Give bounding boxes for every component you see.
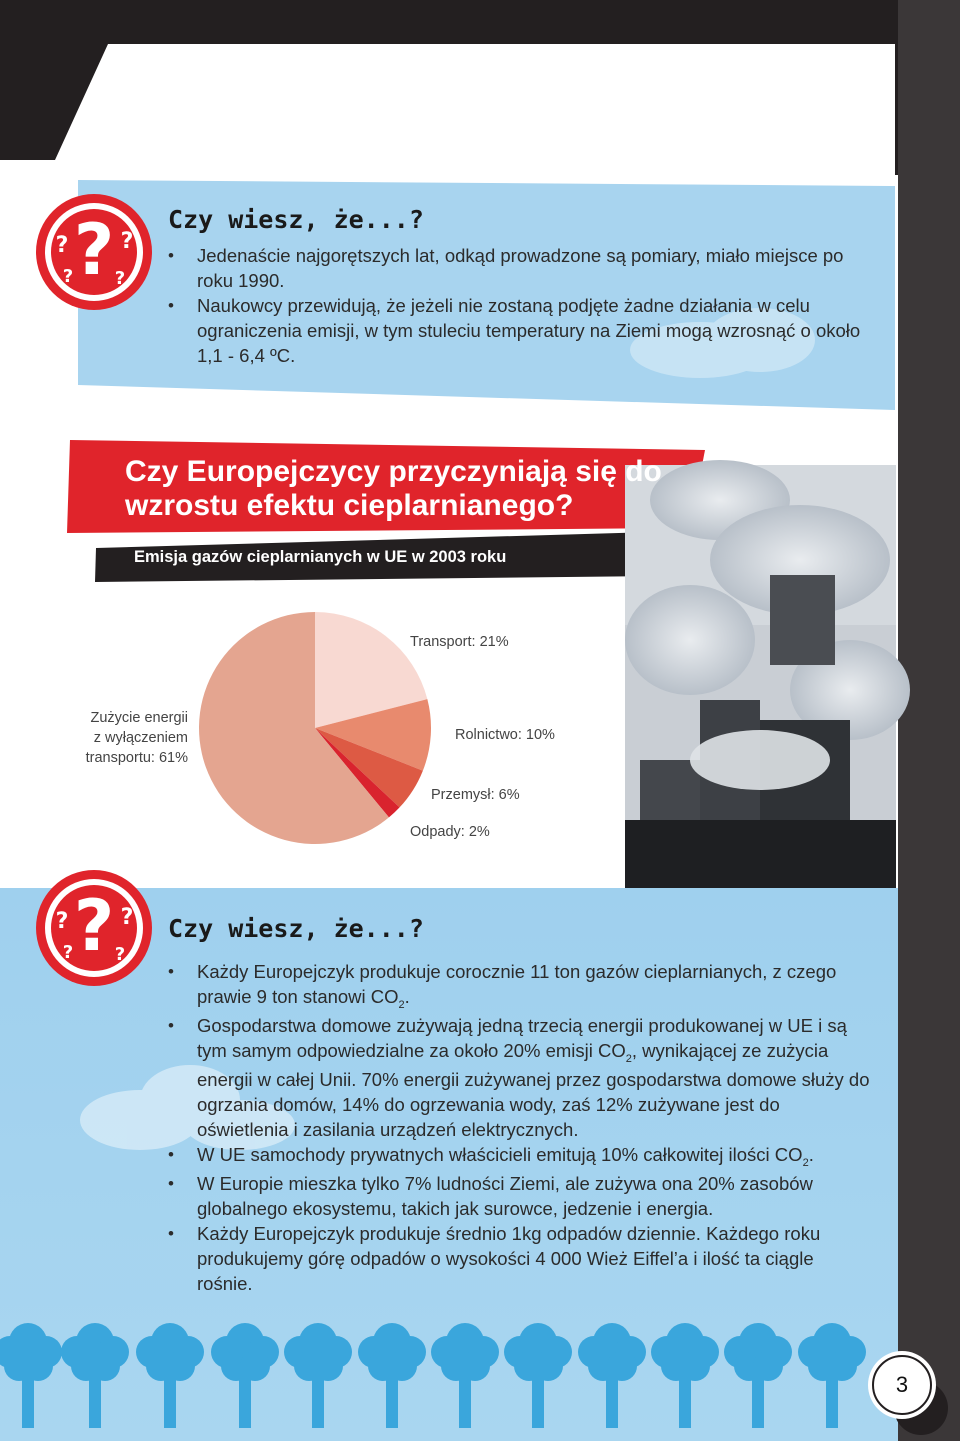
pie-label-energia-line: Zużycie energii (90, 710, 188, 726)
svg-text:?: ? (73, 885, 115, 967)
pie-label-energia (60, 708, 188, 768)
list-item (168, 1142, 873, 1171)
page-number: 3 (895, 1372, 909, 1397)
list-item (168, 959, 873, 1013)
list-item: • Naukowcy przewidują, że jeżeli nie zostaną podjęte żadne działania w celu ograniczenia emisji, w tym stuleciu temperatury na Ziemi mogą wzrosnąć o około 1,1 - 6,4 ºC. (168, 293, 883, 368)
list-item (168, 1013, 873, 1142)
list-item: • Jedenaście najgorętszych lat, odkąd prowadzone są pomiary, miało miejsce po roku 1990. (168, 243, 883, 293)
list-item-text: Każdy Europejczyk produkuje corocznie 11 ton gazów cieplarnianych, z czego prawie 9 ton stanowi CO (197, 961, 837, 1007)
pie-label-przemysl: Przemysł: 6% (431, 787, 520, 803)
section1-list (168, 243, 883, 368)
question-mark-badge-icon (36, 194, 152, 310)
svg-text:?: ? (114, 268, 126, 289)
subscript: 2 (802, 1157, 809, 1169)
subscript: 2 (625, 1053, 632, 1065)
section2-heading: Czy wiesz, że...? (168, 914, 424, 943)
svg-text:?: ? (62, 266, 74, 287)
list-item-text: W Europie mieszka tylko 7% ludności Ziemi, ale zużywa ona 20% zasobów globalnego ekosystemu, takich jak surowce, jedzenie i energia. (197, 1173, 813, 1219)
svg-text:?: ? (62, 942, 74, 963)
list-item-text: . (404, 986, 410, 1007)
svg-text:?: ? (120, 229, 134, 254)
list-item (168, 1221, 873, 1296)
list-item-text: , wynikającej ze zużycia energii w całej Unii. 70% energii zużywanej przez gospodarstwa domowe służy do ogrzania domów, 14% do ogrzewania wody, zaś 12% zużywane jest do oświetlenia i zasilania urządzeń elektrycznych. (197, 1040, 870, 1140)
factory-smoke-photo (625, 460, 910, 888)
svg-text:?: ? (73, 209, 115, 291)
pie-label-transport: Transport: 21% (410, 634, 509, 650)
svg-text:?: ? (55, 909, 69, 934)
subscript: 2 (398, 999, 405, 1011)
banner-title-line1: Czy Europejczycy przyczyniają się do (125, 455, 662, 488)
svg-text:?: ? (120, 905, 134, 930)
pie-label-rolnictwo: Rolnictwo: 10% (455, 727, 555, 743)
banner-title (125, 455, 662, 523)
pie-label-odpady: Odpady: 2% (410, 824, 490, 840)
section1-heading: Czy wiesz, że...? (168, 205, 424, 234)
section2-list (168, 959, 873, 1296)
list-item-text: Gospodarstwa domowe zużywają jedną trzecią energii produkowanej w UE i są tym samym odpowiedzialne za około 20% emisji CO (197, 1015, 847, 1061)
list-item-text: . (808, 1144, 814, 1165)
list-item-text: Każdy Europejczyk produkuje średnio 1kg odpadów dziennie. Każdego roku produkujemy górę odpadów o wysokości 4 000 Wież Eiffel’a i ilość ta ciągle rośnie. (197, 1223, 821, 1294)
list-item (168, 1171, 873, 1221)
svg-text:?: ? (55, 233, 69, 258)
svg-text:?: ? (114, 944, 126, 965)
pie-label-energia-line: transportu: 61% (85, 750, 188, 766)
pie-label-energia-line: z wyłączeniem (93, 730, 188, 746)
chart-subtitle: Emisja gazów cieplarnianych w UE w 2003 roku (134, 548, 507, 566)
question-mark-badge-icon (36, 870, 152, 986)
banner-title-line2: wzrostu efektu cieplarnianego? (125, 489, 574, 522)
pie-chart (199, 612, 431, 844)
list-item-text: W UE samochody prywatnych właścicieli emitują 10% całkowitej ilości CO (197, 1144, 803, 1165)
